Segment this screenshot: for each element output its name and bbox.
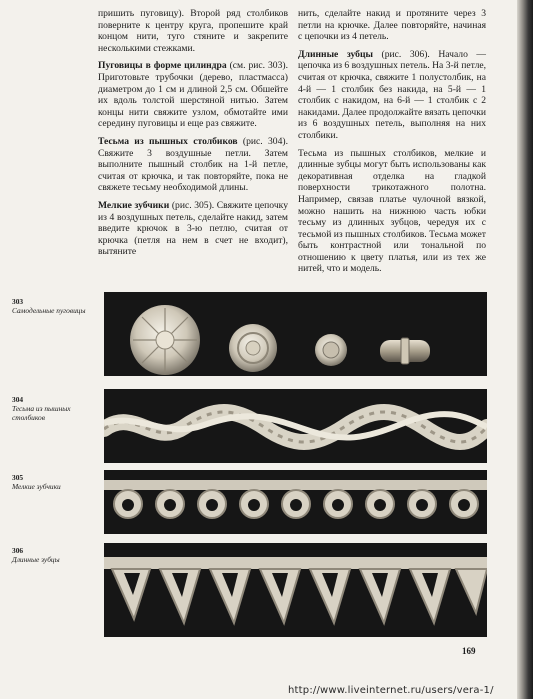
- page-number: 169: [462, 646, 476, 656]
- photo-small-picots: [104, 470, 487, 534]
- medium-button: [229, 324, 277, 372]
- right-text-column: [298, 8, 486, 275]
- photo-long-points: [104, 543, 487, 637]
- paragraph-usage: Тесьма из пышных столбиков, мелкие и длинные зубцы могут быть использованы как декоративная отделка на гладкой поверхности трикотажного полотна. Например, связав платье чулочной вязкой, можно нашить на нижнюю часть юбки тесьму из длинных зубцов, чередуя их с тесьмой из пышных столбиков. Тесьма может быть контрастной или тональной по отношению к цвету платья, или из тех же нитей, что и модель.: [298, 147, 486, 275]
- left-text-column: [98, 8, 288, 258]
- paragraph-long-points: Длинные зубцы (рис. 306). Начало — цепочка из 6 воздушных петель. На 3-й петле, считая от крючка, свяжите 1 полустолбик, на 4-й — 1 столбик без накида, на 5-й — 1 столбик с накидом, на 6-й — 1 столбик с 2 накидами. Далее продолжайте вязать цепочки из 6 воздушных петель, выполняя на них столбики.: [298, 48, 487, 141]
- paragraph-buttons-end: пришить пуговицу). Второй ряд столбиков поверните к центру круга, пропешите край концом нити, туго стяните и закрепите несколькими стежками.: [98, 8, 288, 54]
- heading-small-picots: Мелкие зубчики: [98, 199, 170, 211]
- paragraph-puffy-braid: Тесьма из пышных столбиков (рис. 304). Свяжите 3 воздушные петли. Затем выполните пышный столбик на 1-й петле, считая от крючка, и так повторяйте, пока не свяжете тесьму необходимой длины.: [98, 135, 288, 194]
- cylinder-button: [380, 338, 430, 364]
- photo-puffy-braid: [104, 389, 487, 463]
- heading-long-points: Длинные зубцы: [298, 48, 373, 60]
- photo-handmade-buttons: [104, 292, 487, 376]
- book-spine-shadow: [517, 0, 533, 699]
- paragraph-cylinder-buttons: Пуговицы в форме цилиндра (см. рис. 303). Приготовьте трубочки (дерево, пластмасса) диаметром до 1 см и длиной 2,5 см. Обшейте их вдоль толстой шерстяной нитью. Затем концы нити свяжите узлом, обмотайте ими середину пуговицы и еще раз свяжите.: [98, 60, 288, 130]
- heading-puffy-braid: Тесьма из пышных столбиков: [98, 135, 238, 147]
- small-button: [315, 334, 347, 366]
- heading-cylinder-buttons: Пуговицы в форме цилиндра: [98, 60, 227, 72]
- large-button: [130, 305, 200, 375]
- paragraph-picots-end: нить, сделайте накид и протяните через 3 петли на крючке. Далее повторяйте, начиная с цепочки из 4 петель.: [298, 8, 486, 43]
- figure-caption-306: 306 Длинные зубцы: [12, 546, 60, 564]
- figure-caption-304: 304 Тесьма из пышных столбиков: [12, 395, 71, 422]
- watermark-url: http://www.liveinternet.ru/users/vera-1/: [288, 685, 494, 696]
- figure-caption-303: 303 Самодельные пуговицы: [12, 297, 86, 315]
- paragraph-small-picots: Мелкие зубчики (рис. 305). Свяжите цепочку из 4 воздушных петель, сделайте накид, затем введите крючок в 3-ю петлю, считая от крючка (петля на нем в счет не входит), вытяните: [98, 199, 289, 258]
- figure-caption-305: 305 Мелкие зубчики: [12, 473, 61, 491]
